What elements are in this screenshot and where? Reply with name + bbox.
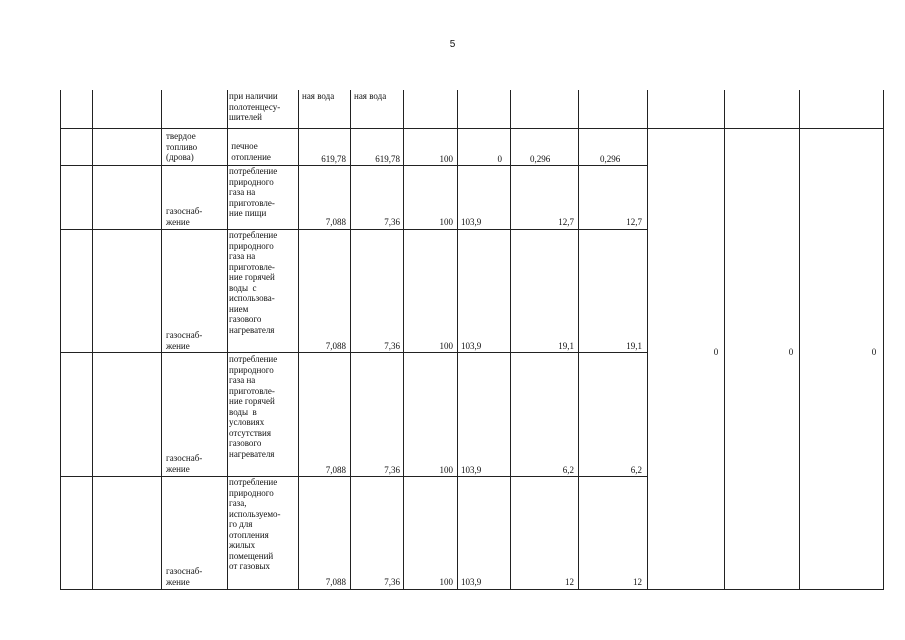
row-3-resource: газоснаб- жение: [166, 453, 203, 474]
row-4-v2: 7,36: [384, 577, 400, 587]
row-1-v2: 7,36: [384, 217, 400, 227]
row-1-v3: 100: [439, 217, 453, 227]
merged-col-2: 0: [788, 347, 794, 357]
row-2-v6: 19,1: [626, 341, 642, 351]
row-3-v2: 7,36: [384, 465, 400, 475]
row-4-resource: газоснаб- жение: [166, 566, 203, 587]
row-4-v3: 100: [439, 577, 453, 587]
row-4-v5: 12: [565, 577, 574, 587]
row-3-v6: 6,2: [630, 465, 642, 475]
row-0-v5: 0,296: [530, 154, 551, 164]
row-3-v1: 7,088: [325, 465, 346, 475]
row-0-resource: твердое топливо (дрова): [166, 131, 198, 162]
row-2-resource: газоснаб- жение: [166, 330, 203, 351]
row-2-v5: 19,1: [558, 341, 574, 351]
row-2-v1: 7,088: [325, 341, 346, 351]
header-cont-val2: ная вода: [354, 91, 387, 101]
row-1-v1: 7,088: [325, 217, 346, 227]
row-0-type: печное отопление: [231, 141, 271, 162]
merged-col-3: 0: [871, 347, 877, 357]
row-1-v5: 12,7: [558, 217, 574, 227]
row-0-v6: 0,296: [600, 154, 621, 164]
row-2-v3: 100: [439, 341, 453, 351]
row-4-v6: 12: [633, 577, 642, 587]
row-0-v2: 619,78: [375, 154, 400, 164]
row-3-v3: 100: [439, 465, 453, 475]
row-2-v2: 7,36: [384, 341, 400, 351]
row-4-v1: 7,088: [325, 577, 346, 587]
row-1-type: потребление природного газа на приготовле- ние пищи: [229, 166, 278, 218]
row-1-v6: 12,7: [626, 217, 642, 227]
merged-col-1: 0: [713, 347, 719, 357]
row-2-v4: 103,9: [461, 341, 482, 351]
row-3-v5: 6,2: [562, 465, 574, 475]
row-4-v4: 103,9: [461, 577, 482, 587]
header-cont-type: при наличии полотенцесу- шителей: [229, 91, 281, 122]
row-0-v1: 619,78: [321, 154, 346, 164]
row-4-type: потребление природного газа, используемо- го для отопления жилых помещений от газовых: [229, 477, 281, 571]
row-2-type: потребление природного газа на приготовле- ние горячей воды с использова- нием газового нагревателя: [229, 230, 278, 335]
row-0-v3: 100: [439, 154, 453, 164]
row-3-type: потребление природного газа на приготовле- ние горячей воды в условиях отсутствия газового нагревателя: [229, 354, 278, 459]
page-number: 5: [449, 39, 456, 50]
header-cont-val1: ная вода: [302, 91, 335, 101]
row-1-resource: газоснаб- жение: [166, 206, 203, 227]
row-1-v4: 103,9: [461, 217, 482, 227]
row-3-v4: 103,9: [461, 465, 482, 475]
row-0-v4: 0: [497, 154, 502, 164]
